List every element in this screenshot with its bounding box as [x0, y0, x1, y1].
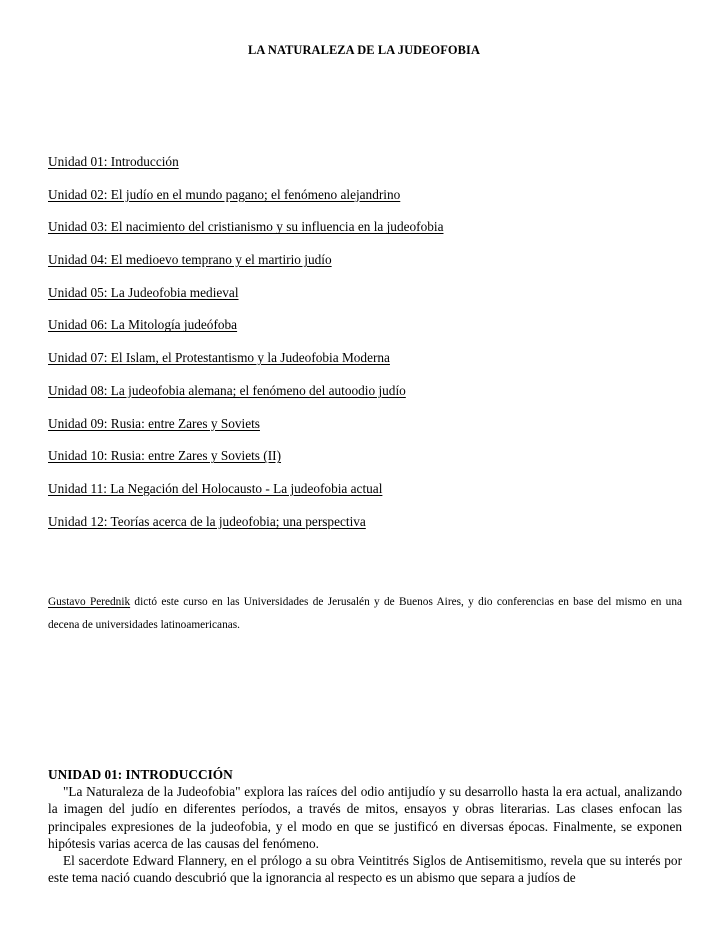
toc-item-unidad-12	[48, 513, 688, 546]
paragraph-flannery: El sacerdote Edward Flannery, en el prólogo a su obra Veintitrés Siglos de Antisemitismo, revela que su interés por este tema nació cuando descubrió que la ignorancia al respecto es un abismo que separa a judíos de	[48, 853, 682, 886]
toc-item-unidad-11	[48, 480, 688, 513]
author-link[interactable]: Gustavo Perednik	[48, 596, 131, 608]
toc-item-unidad-05	[48, 284, 688, 317]
toc-item-unidad-06	[48, 316, 688, 349]
toc-item-unidad-03	[48, 218, 688, 251]
toc-link-unidad-08[interactable]: Unidad 08: La judeofobia alemana; el fenómeno del autoodio judío	[48, 382, 406, 398]
toc-link-unidad-01[interactable]: Unidad 01: Introducción	[48, 154, 179, 169]
toc-item-unidad-10	[48, 447, 688, 480]
toc-link-unidad-10[interactable]: Unidad 10: Rusia: entre Zares y Soviets (II)	[48, 448, 282, 464]
toc-link-unidad-11[interactable]: Unidad 11: La Negación del Holocausto - La judeofobia actual	[48, 480, 383, 496]
document-title: LA NATURALEZA DE LA JUDEOFOBIA	[247, 43, 481, 57]
toc-item-unidad-04	[48, 251, 688, 284]
toc-link-unidad-04[interactable]: Unidad 04: El medioevo temprano y el martirio judío	[48, 252, 332, 268]
toc-item-unidad-07	[48, 349, 688, 382]
toc-item-unidad-09	[48, 415, 688, 448]
toc-link-unidad-05[interactable]: Unidad 05: La Judeofobia medieval	[48, 284, 239, 300]
toc-item-unidad-08	[48, 382, 688, 415]
toc-link-unidad-03[interactable]: Unidad 03: El nacimiento del cristianismo y su influencia en la judeofobia	[48, 219, 444, 235]
toc-item-unidad-01	[48, 153, 688, 186]
toc-link-unidad-06[interactable]: Unidad 06: La Mitología judeófoba	[48, 317, 238, 333]
table-of-contents	[48, 153, 688, 545]
toc-item-unidad-02	[48, 186, 688, 219]
toc-link-unidad-07[interactable]: Unidad 07: El Islam, el Protestantismo y la Judeofobia Moderna	[48, 350, 390, 366]
unit-01-section	[48, 767, 682, 887]
toc-link-unidad-09[interactable]: Unidad 09: Rusia: entre Zares y Soviets	[48, 415, 260, 431]
section-heading: UNIDAD 01: INTRODUCCIÓN	[48, 767, 233, 782]
toc-link-unidad-12[interactable]: Unidad 12: Teorías acerca de la judeofobia; una perspectiva	[48, 513, 366, 529]
paragraph-intro: "La Naturaleza de la Judeofobia" explora las raíces del odio antijudío y su desarrollo hasta la era actual, analizando la imagen del judío en diferentes períodos, a través de mitos, ensayos y obras literarias. Las clases enfocan las principales expresiones de la judeofobia, y el modo en que se justificó en diversas épocas. Finalmente, se exponen hipótesis varias acerca de las causas del fenómeno.	[48, 784, 682, 851]
course-credit	[48, 591, 682, 637]
toc-link-unidad-02[interactable]: Unidad 02: El judío en el mundo pagano; el fenómeno alejandrino	[48, 186, 401, 202]
credit-text: dictó este curso en las Universidades de Jerusalén y de Buenos Aires, y dio conferencias en base del mismo en una decena de universidades latinoamericanas.	[48, 596, 682, 631]
